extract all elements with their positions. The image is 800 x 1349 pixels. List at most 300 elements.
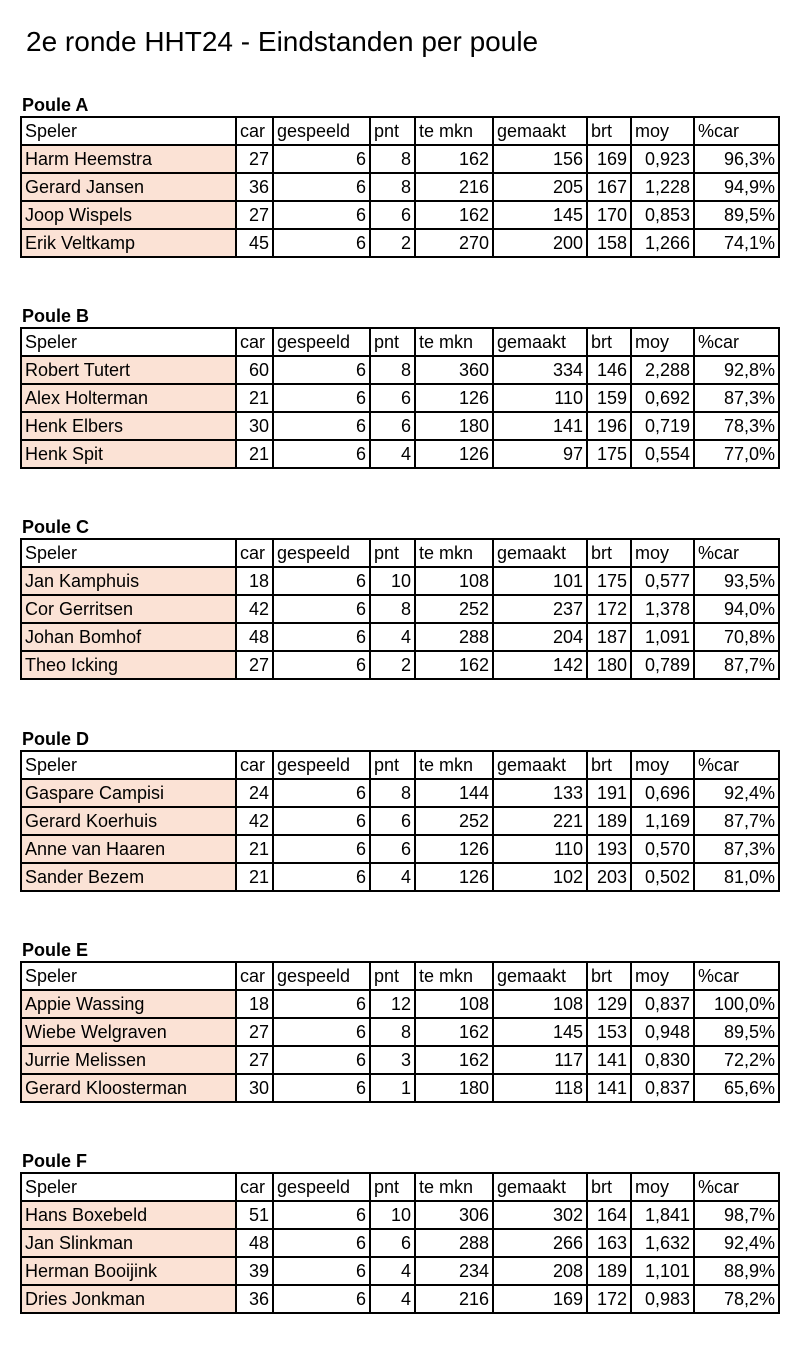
player-name-cell: Cor Gerritsen <box>21 595 236 623</box>
poule-section <box>20 305 780 469</box>
stat-cell: 2 <box>370 651 415 679</box>
table-header-row <box>21 962 779 990</box>
poule-title: Poule A <box>22 95 89 115</box>
stat-cell: 6 <box>273 356 370 384</box>
column-header: te mkn <box>415 328 493 356</box>
table-row <box>21 623 779 651</box>
stat-cell: 96,3% <box>694 145 779 173</box>
stat-cell: 6 <box>273 623 370 651</box>
stat-cell: 153 <box>587 1018 631 1046</box>
stat-cell: 87,7% <box>694 807 779 835</box>
standings-table <box>20 961 780 1103</box>
poule-title: Poule C <box>22 517 90 537</box>
stat-cell: 110 <box>493 384 587 412</box>
stat-cell: 89,5% <box>694 1018 779 1046</box>
stat-cell: 2,288 <box>631 356 694 384</box>
stat-cell: 18 <box>236 567 273 595</box>
stat-cell: 162 <box>415 651 493 679</box>
column-header: pnt <box>370 539 415 567</box>
column-header: te mkn <box>415 539 493 567</box>
stat-cell: 88,9% <box>694 1257 779 1285</box>
stat-cell: 81,0% <box>694 863 779 891</box>
column-header: Speler <box>21 1173 236 1201</box>
stat-cell: 36 <box>236 1285 273 1313</box>
stat-cell: 24 <box>236 779 273 807</box>
column-header: brt <box>587 328 631 356</box>
stat-cell: 77,0% <box>694 440 779 468</box>
column-header: gemaakt <box>493 751 587 779</box>
stat-cell: 0,692 <box>631 384 694 412</box>
stat-cell: 1,266 <box>631 229 694 257</box>
column-header: brt <box>587 962 631 990</box>
stat-cell: 1,841 <box>631 1201 694 1229</box>
stat-cell: 141 <box>493 412 587 440</box>
table-header-row <box>21 1173 779 1201</box>
player-name-cell: Gerard Koerhuis <box>21 807 236 835</box>
stat-cell: 78,2% <box>694 1285 779 1313</box>
stat-cell: 93,5% <box>694 567 779 595</box>
table-row <box>21 384 779 412</box>
stat-cell: 196 <box>587 412 631 440</box>
stat-cell: 10 <box>370 1201 415 1229</box>
stat-cell: 145 <box>493 1018 587 1046</box>
column-header: te mkn <box>415 117 493 145</box>
column-header: Speler <box>21 539 236 567</box>
column-header: pnt <box>370 1173 415 1201</box>
stat-cell: 4 <box>370 440 415 468</box>
stat-cell: 6 <box>273 595 370 623</box>
stat-cell: 180 <box>415 1074 493 1102</box>
stat-cell: 6 <box>273 807 370 835</box>
standings-table <box>20 327 780 469</box>
player-name-cell: Gerard Kloosterman <box>21 1074 236 1102</box>
stat-cell: 8 <box>370 356 415 384</box>
column-header: moy <box>631 962 694 990</box>
stat-cell: 6 <box>370 835 415 863</box>
stat-cell: 170 <box>587 201 631 229</box>
poule-section <box>20 516 780 680</box>
column-header: %car <box>694 117 779 145</box>
stat-cell: 27 <box>236 201 273 229</box>
stat-cell: 204 <box>493 623 587 651</box>
stat-cell: 252 <box>415 807 493 835</box>
page-title: 2e ronde HHT24 - Eindstanden per poule <box>26 26 539 57</box>
column-header: gemaakt <box>493 1173 587 1201</box>
player-name-cell: Johan Bomhof <box>21 623 236 651</box>
poule-section <box>20 728 780 892</box>
stat-cell: 6 <box>273 567 370 595</box>
stat-cell: 0,502 <box>631 863 694 891</box>
table-row <box>21 145 779 173</box>
stat-cell: 175 <box>587 567 631 595</box>
column-header: car <box>236 751 273 779</box>
column-header: gespeeld <box>273 751 370 779</box>
player-name-cell: Dries Jonkman <box>21 1285 236 1313</box>
table-row <box>21 201 779 229</box>
stat-cell: 97 <box>493 440 587 468</box>
stat-cell: 6 <box>273 384 370 412</box>
stat-cell: 1 <box>370 1074 415 1102</box>
stat-cell: 60 <box>236 356 273 384</box>
stat-cell: 2 <box>370 229 415 257</box>
stat-cell: 167 <box>587 173 631 201</box>
stat-cell: 180 <box>415 412 493 440</box>
stat-cell: 6 <box>273 1046 370 1074</box>
stat-cell: 237 <box>493 595 587 623</box>
column-header: gespeeld <box>273 539 370 567</box>
stat-cell: 65,6% <box>694 1074 779 1102</box>
column-header: gemaakt <box>493 328 587 356</box>
stat-cell: 4 <box>370 863 415 891</box>
stat-cell: 10 <box>370 567 415 595</box>
stat-cell: 0,837 <box>631 990 694 1018</box>
stat-cell: 4 <box>370 1285 415 1313</box>
stat-cell: 87,3% <box>694 835 779 863</box>
column-header: car <box>236 539 273 567</box>
column-header: Speler <box>21 751 236 779</box>
stat-cell: 159 <box>587 384 631 412</box>
stat-cell: 162 <box>415 1046 493 1074</box>
column-header: car <box>236 328 273 356</box>
player-name-cell: Wiebe Welgraven <box>21 1018 236 1046</box>
table-row <box>21 412 779 440</box>
stat-cell: 118 <box>493 1074 587 1102</box>
player-name-cell: Anne van Haaren <box>21 835 236 863</box>
stat-cell: 0,554 <box>631 440 694 468</box>
table-row <box>21 356 779 384</box>
standings-table <box>20 1172 780 1314</box>
column-header: car <box>236 1173 273 1201</box>
stat-cell: 8 <box>370 1018 415 1046</box>
stat-cell: 266 <box>493 1229 587 1257</box>
stat-cell: 205 <box>493 173 587 201</box>
player-name-cell: Jan Kamphuis <box>21 567 236 595</box>
stat-cell: 306 <box>415 1201 493 1229</box>
stat-cell: 126 <box>415 440 493 468</box>
column-header: car <box>236 962 273 990</box>
standings-table <box>20 538 780 680</box>
stat-cell: 36 <box>236 173 273 201</box>
stat-cell: 94,9% <box>694 173 779 201</box>
stat-cell: 6 <box>273 1074 370 1102</box>
table-row <box>21 567 779 595</box>
stat-cell: 0,577 <box>631 567 694 595</box>
stat-cell: 360 <box>415 356 493 384</box>
stat-cell: 108 <box>415 990 493 1018</box>
table-header-row <box>21 117 779 145</box>
stat-cell: 101 <box>493 567 587 595</box>
column-header: Speler <box>21 117 236 145</box>
stat-cell: 0,948 <box>631 1018 694 1046</box>
stat-cell: 48 <box>236 1229 273 1257</box>
stat-cell: 87,7% <box>694 651 779 679</box>
stat-cell: 70,8% <box>694 623 779 651</box>
stat-cell: 145 <box>493 201 587 229</box>
table-row <box>21 1257 779 1285</box>
stat-cell: 0,923 <box>631 145 694 173</box>
stat-cell: 89,5% <box>694 201 779 229</box>
stat-cell: 30 <box>236 1074 273 1102</box>
stat-cell: 6 <box>273 1285 370 1313</box>
player-name-cell: Herman Booijink <box>21 1257 236 1285</box>
table-row <box>21 1018 779 1046</box>
column-header: te mkn <box>415 751 493 779</box>
table-row <box>21 229 779 257</box>
column-header: brt <box>587 539 631 567</box>
stat-cell: 4 <box>370 1257 415 1285</box>
stat-cell: 48 <box>236 623 273 651</box>
player-name-cell: Gaspare Campisi <box>21 779 236 807</box>
table-row <box>21 807 779 835</box>
column-header: pnt <box>370 962 415 990</box>
stat-cell: 288 <box>415 623 493 651</box>
table-header-row <box>21 539 779 567</box>
stat-cell: 45 <box>236 229 273 257</box>
stat-cell: 6 <box>370 807 415 835</box>
stat-cell: 1,632 <box>631 1229 694 1257</box>
column-header: gespeeld <box>273 1173 370 1201</box>
stat-cell: 126 <box>415 863 493 891</box>
stat-cell: 142 <box>493 651 587 679</box>
stat-cell: 21 <box>236 835 273 863</box>
stat-cell: 12 <box>370 990 415 1018</box>
stat-cell: 1,378 <box>631 595 694 623</box>
stat-cell: 0,983 <box>631 1285 694 1313</box>
table-header-row <box>21 751 779 779</box>
stat-cell: 193 <box>587 835 631 863</box>
stat-cell: 0,789 <box>631 651 694 679</box>
stat-cell: 6 <box>370 412 415 440</box>
stat-cell: 39 <box>236 1257 273 1285</box>
stat-cell: 6 <box>273 1257 370 1285</box>
column-header: gemaakt <box>493 962 587 990</box>
stat-cell: 21 <box>236 863 273 891</box>
stat-cell: 162 <box>415 1018 493 1046</box>
stat-cell: 162 <box>415 145 493 173</box>
stat-cell: 288 <box>415 1229 493 1257</box>
poule-section <box>20 939 780 1103</box>
stat-cell: 8 <box>370 595 415 623</box>
stat-cell: 133 <box>493 779 587 807</box>
stat-cell: 158 <box>587 229 631 257</box>
stat-cell: 1,169 <box>631 807 694 835</box>
column-header: %car <box>694 1173 779 1201</box>
player-name-cell: Alex Holterman <box>21 384 236 412</box>
stat-cell: 216 <box>415 173 493 201</box>
column-header: pnt <box>370 328 415 356</box>
poule-title: Poule D <box>22 729 90 749</box>
column-header: gespeeld <box>273 328 370 356</box>
player-name-cell: Theo Icking <box>21 651 236 679</box>
table-row <box>21 1074 779 1102</box>
stat-cell: 92,4% <box>694 779 779 807</box>
stat-cell: 6 <box>273 173 370 201</box>
stat-cell: 172 <box>587 595 631 623</box>
column-header: car <box>236 117 273 145</box>
stat-cell: 252 <box>415 595 493 623</box>
stat-cell: 169 <box>587 145 631 173</box>
stat-cell: 18 <box>236 990 273 1018</box>
column-header: moy <box>631 1173 694 1201</box>
stat-cell: 1,101 <box>631 1257 694 1285</box>
column-header: %car <box>694 962 779 990</box>
table-row <box>21 595 779 623</box>
stat-cell: 8 <box>370 145 415 173</box>
stat-cell: 117 <box>493 1046 587 1074</box>
table-row <box>21 440 779 468</box>
stat-cell: 0,719 <box>631 412 694 440</box>
table-row <box>21 173 779 201</box>
table-row <box>21 863 779 891</box>
stat-cell: 21 <box>236 384 273 412</box>
column-header: brt <box>587 1173 631 1201</box>
stat-cell: 221 <box>493 807 587 835</box>
stat-cell: 6 <box>370 201 415 229</box>
table-row <box>21 1285 779 1313</box>
stat-cell: 129 <box>587 990 631 1018</box>
stat-cell: 6 <box>273 201 370 229</box>
stat-cell: 72,2% <box>694 1046 779 1074</box>
stat-cell: 146 <box>587 356 631 384</box>
stat-cell: 27 <box>236 145 273 173</box>
stat-cell: 8 <box>370 173 415 201</box>
column-header: gemaakt <box>493 117 587 145</box>
player-name-cell: Robert Tutert <box>21 356 236 384</box>
player-name-cell: Joop Wispels <box>21 201 236 229</box>
stat-cell: 6 <box>273 835 370 863</box>
table-row <box>21 835 779 863</box>
stat-cell: 164 <box>587 1201 631 1229</box>
table-row <box>21 651 779 679</box>
stat-cell: 6 <box>273 863 370 891</box>
column-header: %car <box>694 328 779 356</box>
stat-cell: 4 <box>370 623 415 651</box>
column-header: Speler <box>21 962 236 990</box>
stat-cell: 163 <box>587 1229 631 1257</box>
column-header: gespeeld <box>273 962 370 990</box>
column-header: gemaakt <box>493 539 587 567</box>
stat-cell: 108 <box>415 567 493 595</box>
stat-cell: 78,3% <box>694 412 779 440</box>
player-name-cell: Sander Bezem <box>21 863 236 891</box>
player-name-cell: Gerard Jansen <box>21 173 236 201</box>
column-header: gespeeld <box>273 117 370 145</box>
stat-cell: 6 <box>273 779 370 807</box>
poule-section <box>20 94 780 258</box>
stat-cell: 200 <box>493 229 587 257</box>
stat-cell: 100,0% <box>694 990 779 1018</box>
stat-cell: 6 <box>273 145 370 173</box>
column-header: pnt <box>370 117 415 145</box>
stat-cell: 180 <box>587 651 631 679</box>
player-name-cell: Jurrie Melissen <box>21 1046 236 1074</box>
table-row <box>21 1201 779 1229</box>
stat-cell: 144 <box>415 779 493 807</box>
column-header: %car <box>694 539 779 567</box>
table-row <box>21 1229 779 1257</box>
stat-cell: 6 <box>370 384 415 412</box>
stat-cell: 27 <box>236 651 273 679</box>
stat-cell: 302 <box>493 1201 587 1229</box>
column-header: moy <box>631 539 694 567</box>
stat-cell: 98,7% <box>694 1201 779 1229</box>
stat-cell: 0,570 <box>631 835 694 863</box>
stat-cell: 8 <box>370 779 415 807</box>
stat-cell: 6 <box>273 229 370 257</box>
standings-table <box>20 750 780 892</box>
column-header: brt <box>587 117 631 145</box>
stat-cell: 1,228 <box>631 173 694 201</box>
column-header: te mkn <box>415 962 493 990</box>
stat-cell: 169 <box>493 1285 587 1313</box>
stat-cell: 216 <box>415 1285 493 1313</box>
stat-cell: 172 <box>587 1285 631 1313</box>
stat-cell: 27 <box>236 1018 273 1046</box>
poule-title: Poule F <box>22 1151 88 1171</box>
player-name-cell: Henk Elbers <box>21 412 236 440</box>
stat-cell: 0,830 <box>631 1046 694 1074</box>
column-header: moy <box>631 751 694 779</box>
column-header: brt <box>587 751 631 779</box>
standings-table <box>20 116 780 258</box>
table-row <box>21 990 779 1018</box>
stat-cell: 203 <box>587 863 631 891</box>
stat-cell: 74,1% <box>694 229 779 257</box>
stat-cell: 6 <box>370 1229 415 1257</box>
stat-cell: 0,853 <box>631 201 694 229</box>
stat-cell: 189 <box>587 807 631 835</box>
player-name-cell: Jan Slinkman <box>21 1229 236 1257</box>
stat-cell: 156 <box>493 145 587 173</box>
table-row <box>21 1046 779 1074</box>
poule-title: Poule E <box>22 940 89 960</box>
stat-cell: 92,4% <box>694 1229 779 1257</box>
stat-cell: 126 <box>415 835 493 863</box>
stat-cell: 6 <box>273 990 370 1018</box>
stat-cell: 0,696 <box>631 779 694 807</box>
stat-cell: 189 <box>587 1257 631 1285</box>
stat-cell: 92,8% <box>694 356 779 384</box>
column-header: %car <box>694 751 779 779</box>
player-name-cell: Henk Spit <box>21 440 236 468</box>
stat-cell: 208 <box>493 1257 587 1285</box>
stat-cell: 270 <box>415 229 493 257</box>
stat-cell: 6 <box>273 651 370 679</box>
column-header: moy <box>631 117 694 145</box>
stat-cell: 6 <box>273 1201 370 1229</box>
stat-cell: 30 <box>236 412 273 440</box>
stat-cell: 234 <box>415 1257 493 1285</box>
column-header: pnt <box>370 751 415 779</box>
stat-cell: 6 <box>273 440 370 468</box>
stat-cell: 108 <box>493 990 587 1018</box>
stat-cell: 126 <box>415 384 493 412</box>
stat-cell: 51 <box>236 1201 273 1229</box>
poule-title: Poule B <box>22 306 90 326</box>
player-name-cell: Hans Boxebeld <box>21 1201 236 1229</box>
stat-cell: 141 <box>587 1074 631 1102</box>
stat-cell: 6 <box>273 1229 370 1257</box>
stat-cell: 87,3% <box>694 384 779 412</box>
stat-cell: 1,091 <box>631 623 694 651</box>
stat-cell: 6 <box>273 1018 370 1046</box>
column-header: te mkn <box>415 1173 493 1201</box>
stat-cell: 187 <box>587 623 631 651</box>
column-header: moy <box>631 328 694 356</box>
stat-cell: 102 <box>493 863 587 891</box>
table-header-row <box>21 328 779 356</box>
stat-cell: 27 <box>236 1046 273 1074</box>
